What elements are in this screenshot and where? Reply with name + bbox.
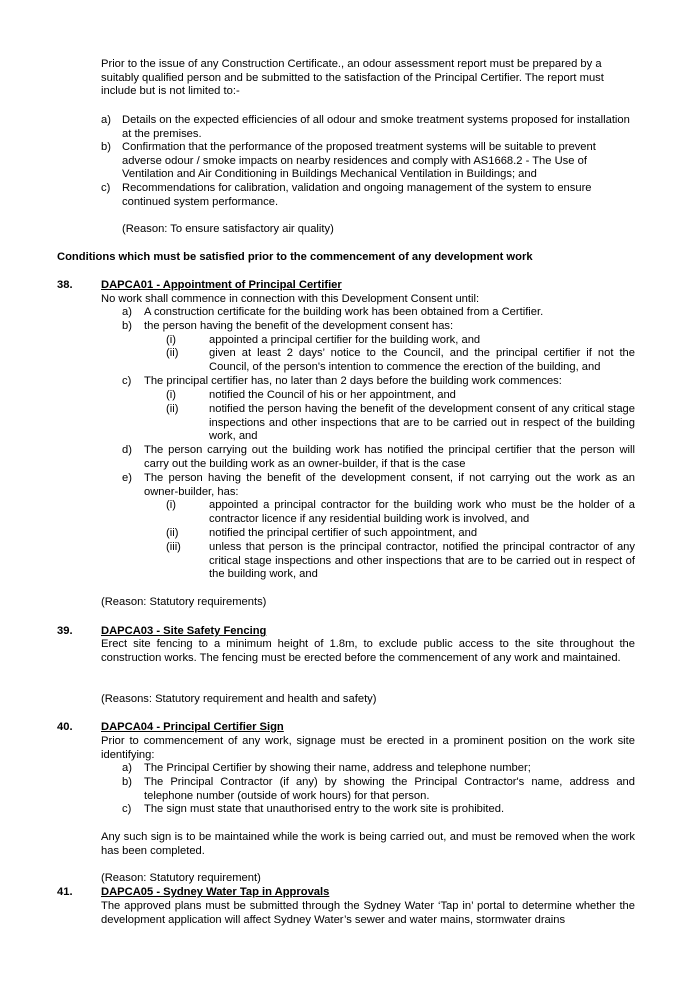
list-label: c) (122, 375, 132, 387)
list-item: The sign must state that unauthorised entry to the work site is prohibited. (144, 803, 505, 815)
list-label: e) (122, 472, 132, 484)
list-item: A construction certificate for the building work has been obtained from a Certifier. (144, 306, 544, 318)
section-heading: Conditions which must be satisfied prior to the commencement of any development work (57, 251, 533, 263)
list-label: b) (101, 141, 111, 153)
condition-body: Erect site fencing to a minimum height of 1.8m, to exclude public access to the site throughout the construction works. The fencing must be erected before the commencement of any work and maintained. (101, 638, 635, 664)
list-item: The Principal Certifier by showing their name, address and telephone number; (144, 762, 531, 774)
sublist-label: (ii) (166, 403, 179, 415)
condition-title: DAPCA01 - Appointment of Principal Certifier (101, 279, 342, 291)
condition-note: Any such sign is to be maintained while the work is being carried out, and must be removed when the work has been completed. (101, 831, 635, 857)
condition-title: DAPCA05 - Sydney Water Tap in Approvals (101, 886, 330, 898)
sublist-label: (i) (166, 499, 176, 511)
list-item: The person having the benefit of the development consent, if not carrying out the work as an owner-builder, has: (144, 472, 635, 498)
sublist-item: unless that person is the principal contractor, notified the principal contractor of any critical stage inspections and other inspections that are to be carried out in respect of the building work, and (209, 541, 635, 581)
list-label: a) (122, 762, 132, 774)
list-item: The person carrying out the building work has notified the principal certifier that the person will carry out the building work as an owner-builder, if that is the case (144, 444, 635, 470)
sublist-item: appointed a principal contractor for the building work who must be the holder of a contractor licence if any residential building work is involved, and (209, 499, 635, 525)
condition-lead: No work shall commence in connection with this Development Consent until: (101, 293, 480, 305)
condition-lead: Prior to commencement of any work, signage must be erected in a prominent position on the work site identifying: (101, 735, 635, 761)
list-label: d) (122, 444, 132, 456)
condition-body: The approved plans must be submitted through the Sydney Water ‘Tap in’ portal to determine whether the development application will affect Sydney Water’s sewer and water mains, stormwater drains (101, 900, 635, 926)
list-label: b) (122, 776, 132, 788)
list-item: the person having the benefit of the development consent has: (144, 320, 454, 332)
list-item: Details on the expected efficiencies of all odour and smoke treatment systems proposed for installation at the premises. (122, 114, 630, 140)
sublist-item: notified the person having the benefit of the development consent of any critical stage inspections and other inspections that are to be carried out in respect of the building work, and (209, 403, 635, 443)
condition-number: 38. (57, 279, 73, 291)
sublist-item: appointed a principal certifier for the building work, and (209, 334, 481, 346)
sublist-label: (i) (166, 334, 176, 346)
list-label: b) (122, 320, 132, 332)
reason-text: (Reason: Statutory requirement) (101, 872, 261, 884)
condition-number: 39. (57, 625, 73, 637)
list-label: a) (122, 306, 132, 318)
sublist-label: (i) (166, 389, 176, 401)
list-item: The principal certifier has, no later than 2 days before the building work commences: (144, 375, 562, 387)
intro-paragraph: Prior to the issue of any Construction Certificate., an odour assessment report must be prepared by a suitably qualified person and be submitted to the satisfaction of the Principal Certifier. The report must include but is not limited to:- (101, 58, 604, 98)
sublist-label: (ii) (166, 347, 179, 359)
sublist-item: notified the Council of his or her appointment, and (209, 389, 456, 401)
reason-text: (Reason: Statutory requirements) (101, 596, 267, 608)
reason-text: (Reason: To ensure satisfactory air quality) (122, 223, 334, 235)
condition-title: DAPCA03 - Site Safety Fencing (101, 625, 267, 637)
list-label: a) (101, 114, 111, 126)
list-item: Recommendations for calibration, validation and ongoing management of the system to ensure continued system performance. (122, 182, 592, 208)
reason-text: (Reasons: Statutory requirement and health and safety) (101, 693, 377, 705)
sublist-label: (ii) (166, 527, 179, 539)
list-item: The Principal Contractor (if any) by showing the Principal Contractor's name, address and telephone number (outside of work hours) for that person. (144, 776, 635, 802)
sublist-item: given at least 2 days’ notice to the Council, and the principal certifier if not the Council, of the person's intention to commence the erection of the building, and (209, 347, 635, 373)
sublist-label: (iii) (166, 541, 181, 553)
sublist-item: notified the principal certifier of such appointment, and (209, 527, 478, 539)
condition-number: 40. (57, 721, 73, 733)
condition-number: 41. (57, 886, 73, 898)
list-label: c) (122, 803, 132, 815)
condition-title: DAPCA04 - Principal Certifier Sign (101, 721, 284, 733)
list-label: c) (101, 182, 111, 194)
list-item: Confirmation that the performance of the proposed treatment systems will be suitable to prevent adverse odour / smoke impacts on nearby residences and comply with AS1668.2 - The Use of Ventilation and Air Conditioning in Buildings Mechanical Ventilation in Buildings; and (122, 141, 596, 181)
